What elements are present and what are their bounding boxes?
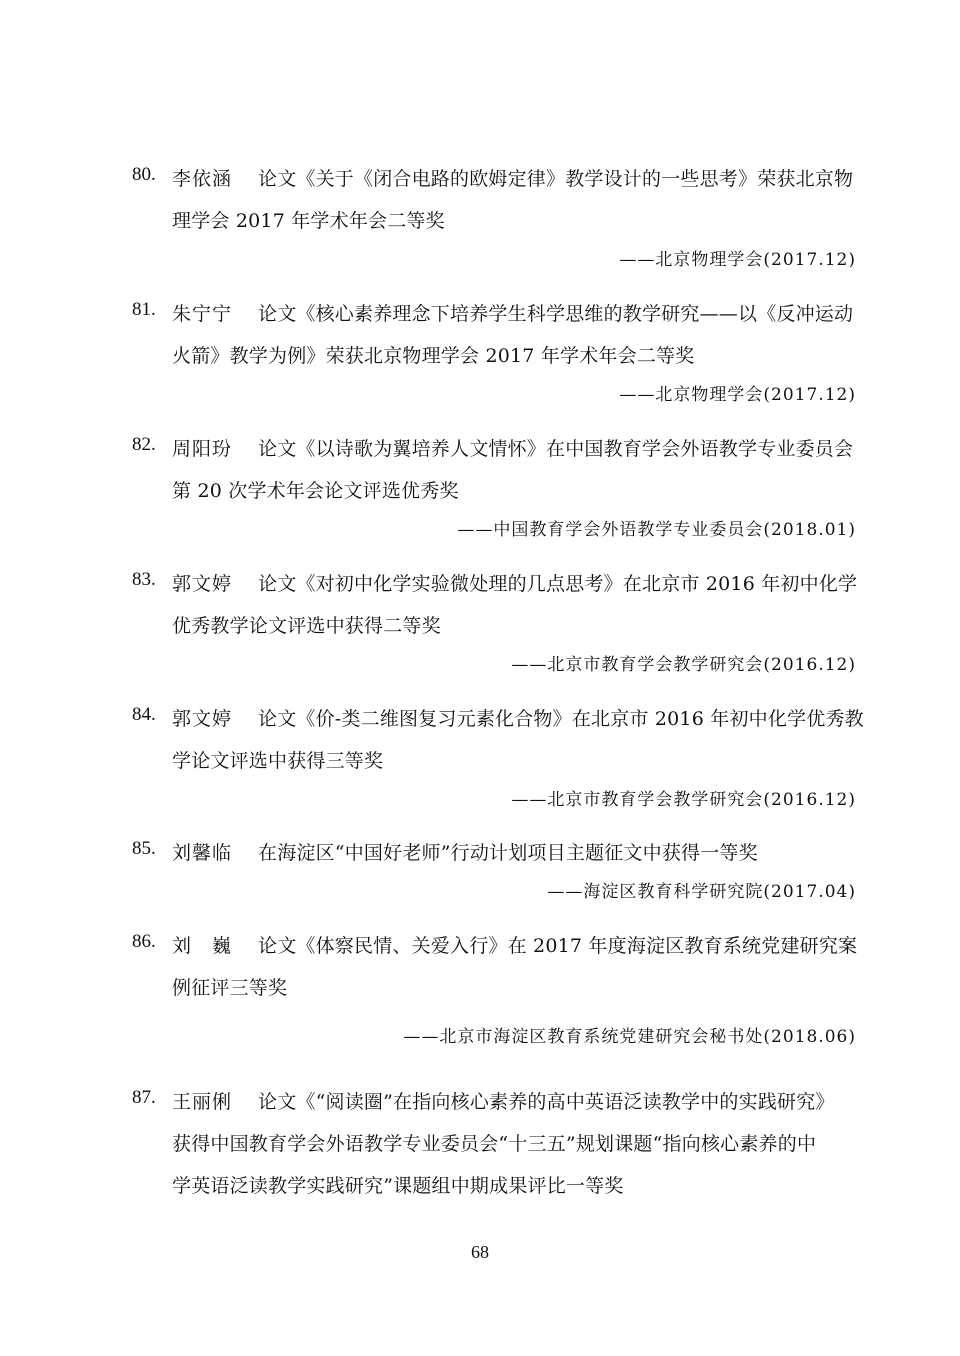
entry-name: 刘馨临	[172, 842, 233, 864]
entry-text-line: 论文《关于《闭合电路的欧姆定律》教学设计的一些思考》荣获北京物	[258, 168, 854, 190]
entry-text-line: 优秀教学论文评选中获得二等奖	[172, 615, 441, 637]
entry-text-line: 论文《以诗歌为翼培养人文情怀》在中国教育学会外语教学专业委员会	[258, 438, 854, 460]
entry-text-line: 火箭》教学为例》荣获北京物理学会 2017 年学术年会二等奖	[172, 345, 695, 367]
entry-text-line: 学英语泛读教学实践研究”课题组中期成果评比一等奖	[172, 1175, 624, 1197]
entry-name: 郭文婷	[172, 708, 233, 730]
entry-source: ——北京物理学会(2017.12)	[619, 385, 856, 405]
entry-source: ——中国教育学会外语教学专业委员会(2018.01)	[457, 520, 856, 540]
entry-number: 80.	[132, 164, 156, 185]
entry-text-line: 第 20 次学术年会论文评选优秀奖	[172, 480, 459, 502]
entry-number: 83.	[132, 569, 156, 590]
entry-name: 朱宁宁	[172, 303, 233, 325]
entry-number: 82.	[132, 434, 156, 455]
entry-text-line: 论文《对初中化学实验微处理的几点思考》在北京市 2016 年初中化学	[258, 573, 858, 595]
entry-number: 86.	[132, 931, 156, 952]
entry-number: 84.	[132, 704, 156, 725]
entry-text-line: 理学会 2017 年学术年会二等奖	[172, 210, 445, 232]
entry-text-line: 论文《核心素养理念下培养学生科学思维的教学研究——以《反冲运动	[258, 303, 854, 325]
entry-source: ——北京物理学会(2017.12)	[619, 250, 856, 270]
entry-text-line: 获得中国教育学会外语教学专业委员会“十三五”规划课题“指向核心素养的中	[172, 1133, 817, 1155]
entry-text-line: 论文《“阅读圈”在指向核心素养的高中英语泛读教学中的实践研究》	[258, 1091, 835, 1113]
entry-name: 周阳玢	[172, 438, 233, 460]
entry-name: 李依涵	[172, 168, 233, 190]
entry-name: 王丽俐	[172, 1091, 233, 1113]
entry-source: ——北京市海淀区教育系统党建研究会秘书处(2018.06)	[403, 1027, 856, 1047]
entry-name: 刘 巍	[172, 935, 233, 957]
entry-source: ——海淀区教育科学研究院(2017.04)	[547, 882, 856, 902]
entry-text-line: 例征评三等奖	[172, 977, 288, 999]
entry-source: ——北京市教育学会教学研究会(2016.12)	[511, 655, 856, 675]
entry-text-line: 学论文评选中获得三等奖	[172, 750, 384, 772]
page-number: 68	[471, 1242, 489, 1262]
entry-text-line: 在海淀区“中国好老师”行动计划项目主题征文中获得一等奖	[258, 842, 758, 864]
entry-number: 87.	[132, 1087, 156, 1108]
entry-number: 85.	[132, 838, 156, 859]
entry-source: ——北京市教育学会教学研究会(2016.12)	[511, 790, 856, 810]
entry-name: 郭文婷	[172, 573, 233, 595]
entry-text-line: 论文《体察民情、关爱入行》在 2017 年度海淀区教育系统党建研究案	[258, 935, 858, 957]
entry-number: 81.	[132, 299, 156, 320]
entry-text-line: 论文《价-类二维图复习元素化合物》在北京市 2016 年初中化学优秀教	[258, 708, 864, 730]
